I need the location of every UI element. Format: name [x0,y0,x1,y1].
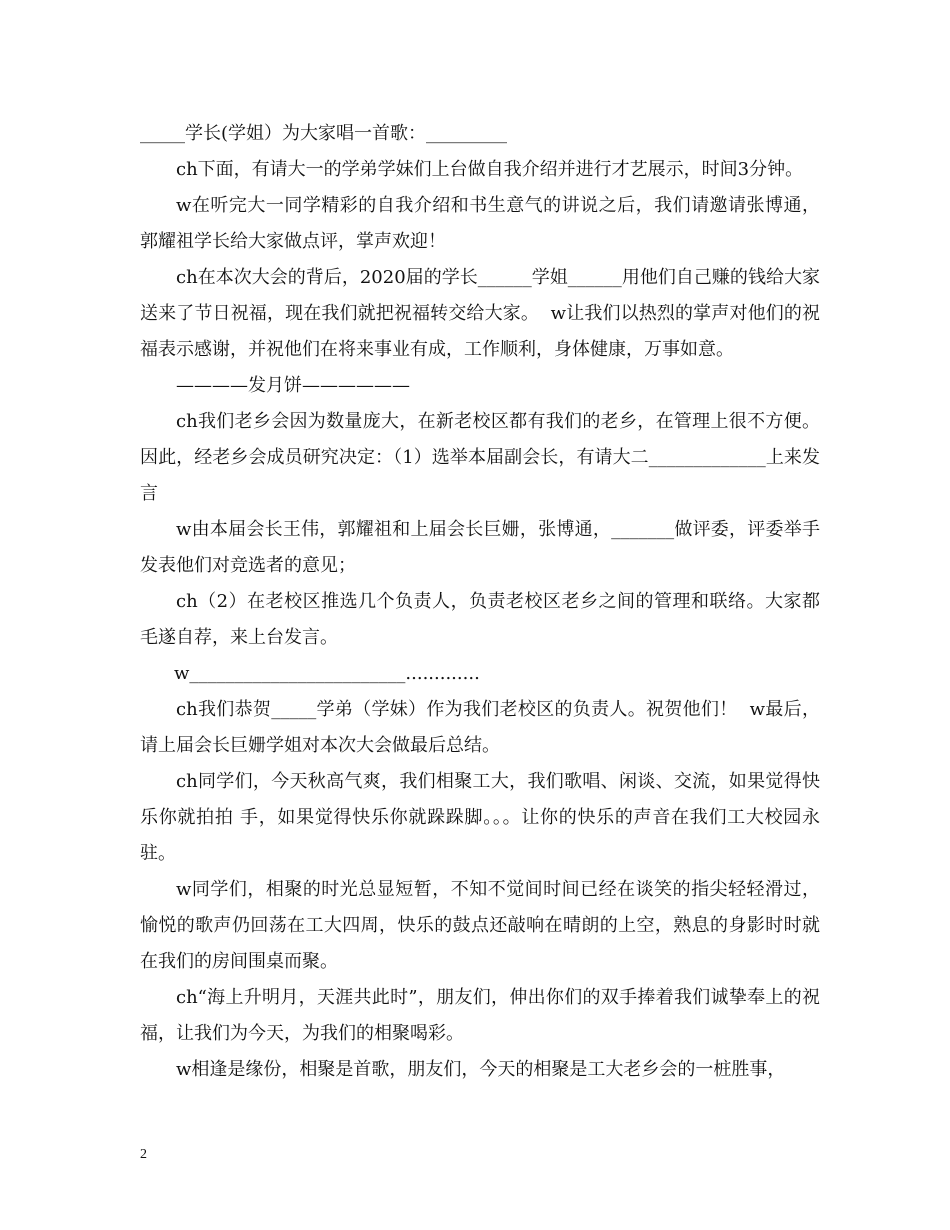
paragraph-comments: w在听完大一同学精彩的自我介绍和书生意气的讲说之后，我们请邀请张博通，郭耀祖学长给大家做点评，掌声欢迎！ [140,195,820,252]
paragraph-judges: w由本届会长王伟，郭耀祖和上届会长巨姗，张博通，_______做评委，评委举手发表他们对竞选者的意见； [140,519,820,576]
paragraph-blank-line: w________________________............. [174,663,480,684]
paragraph-vice-president-election: ch我们老乡会因为数量庞大，在新老校区都有我们的老乡，在管理上很不方便。因此，经老乡会成员研究决定：（1）选举本届副会长，有请大二_____________上来发言 [140,411,820,504]
paragraph-mooncake-divider: ————发月饼—————— [176,375,410,396]
paragraph-blessing: ch在本次大会的背后，2020届的学长______学姐______用他们自己赚的钱给大家送来了节日祝福，现在我们就把祝福转交给大家。 w让我们以热烈的掌声对他们的祝福表示感谢，并祝他们在将来事业有成，工作顺利，身体健康，万事如意。 [140,267,820,360]
paragraph-autumn-gathering: ch同学们，今天秋高气爽，我们相聚工大，我们歌唱、闲谈、交流，如果觉得快乐你就拍拍 手，如果觉得快乐你就跺跺脚。。。让你的快乐的声音在我们工大校园永驻。 [140,771,820,864]
paragraph-congratulations: ch我们恭贺_____学弟（学妹）作为我们老校区的负责人。祝贺他们！ w最后，请上届会长巨姗学姐对本次大会做最后总结。 [140,699,820,756]
paragraph-campus-leaders: ch（2）在老校区推选几个负责人，负责老校区老乡之间的管理和联络。大家都毛遂自荐，来上台发言。 [140,591,820,648]
page-number: 2 [140,1147,147,1162]
paragraph-brief-time: w同学们，相聚的时光总显短暂，不知不觉间时间已经在谈笑的指尖轻轻滑过，愉悦的歌声仍回荡在工大四周，快乐的鼓点还敲响在晴朗的上空，熟息的身影时时就在我们的房间围桌而聚。 [140,879,820,972]
paragraph-closing: w相逢是缘份，相聚是首歌，朋友们，今天的相聚是工大老乡会的一桩胜事， [176,1059,786,1080]
paragraph-moon-poem: ch“海上升明月，天涯共此时”，朋友们，伸出你们的双手捧着我们诚挚奉上的祝福，让我们为今天，为我们的相聚喝彩。 [140,987,820,1044]
paragraph-song-intro: _____学长(学姐）为大家唱一首歌：_________ [140,123,508,144]
document-body [140,116,820,1088]
paragraph-freshman-intro: ch下面，有请大一的学弟学妹们上台做自我介绍并进行才艺展示，时间3分钟。 [176,159,804,180]
